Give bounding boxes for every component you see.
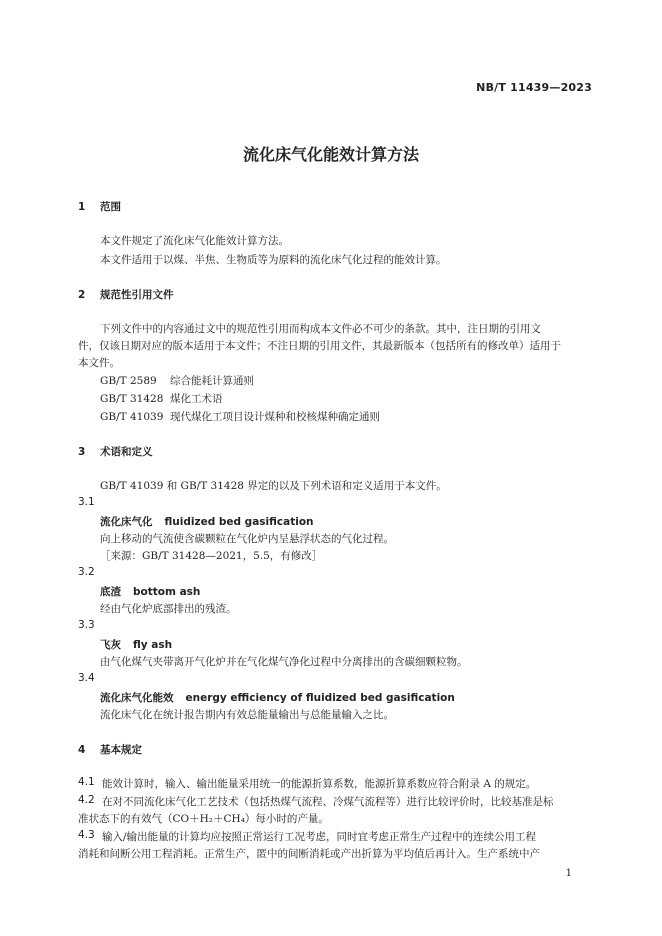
section-1-heading: [78, 199, 121, 214]
clause-text-line: 输入/输出能量的计算均应按照正常运行工况考虑，同时宜考虑正常生产过程中的连续公用工程: [102, 831, 537, 843]
reference-title: 煤化工术语: [170, 393, 223, 405]
paragraph: 本文件规定了流化床气化能效计算方法。: [100, 235, 289, 247]
reference-item: [100, 409, 380, 424]
term-heading: [100, 584, 200, 599]
term-number: 3.4: [78, 672, 95, 684]
term-definition: 由气化煤气夹带离开气化炉并在气化煤气净化过程中分离排出的含碳细颗粒物。: [100, 656, 468, 668]
term-definition: 经由气化炉底部排出的残渣。: [100, 603, 237, 615]
term-zh: 底渣: [100, 586, 121, 598]
clause-number: 4.3: [78, 829, 95, 841]
reference-item: [100, 391, 223, 406]
term-en: fly ash: [133, 639, 173, 651]
section-title: 基本规定: [100, 744, 142, 756]
section-3-heading: [78, 444, 153, 459]
term-en: bottom ash: [133, 586, 201, 598]
clause-text-line: 在对不同流化床气化工艺技术（包括热煤气流程、冷煤气流程等）进行比较评价时，比较基准是标: [102, 796, 554, 808]
reference-code: GB/T 31428: [100, 393, 164, 405]
paragraph-line: 下列文件中的内容通过文中的规范性引用而构成本文件必不可少的条款。其中，注日期的引用文: [100, 323, 541, 335]
term-definition: 向上移动的气流使含碳颗粒在气化炉内呈悬浮状态的气化过程。: [100, 533, 394, 545]
section-2-heading: [78, 287, 174, 302]
term-zh: 流化床气化: [100, 516, 153, 528]
term-heading: [100, 690, 455, 705]
paragraph: GB/T 41039 和 GB/T 31428 界定的以及下列术语和定义适用于本文件。: [100, 480, 447, 492]
term-heading: [100, 514, 314, 529]
section-title: 术语和定义: [100, 446, 153, 458]
term-zh: 流化床气化能效: [100, 692, 174, 704]
clause-number: 4.2: [78, 794, 95, 806]
document-title: 流化床气化能效计算方法: [242, 145, 419, 164]
reference-code: GB/T 41039: [100, 411, 164, 423]
reference-code: GB/T 2589: [100, 375, 157, 387]
section-number: 3: [78, 446, 86, 458]
term-number: 3.1: [78, 496, 95, 508]
reference-title: 现代煤化工项目设计煤种和校核煤种确定通则: [170, 411, 380, 423]
paragraph: 本文件适用于以煤、半焦、生物质等为原料的流化床气化过程的能效计算。: [100, 254, 447, 266]
term-number: 3.2: [78, 566, 95, 578]
term-number: 3.3: [78, 619, 95, 631]
clause-text: 能效计算时，输入、输出能量采用统一的能源折算系数，能源折算系数应符合附录 A 的规定。: [102, 778, 537, 790]
section-title: 范围: [100, 201, 121, 213]
term-heading: [100, 637, 172, 652]
paragraph-line: 本文件。: [78, 357, 120, 369]
page-number: 1: [565, 868, 572, 879]
clause-text-line: 消耗和间断公用工程消耗。正常生产，匿中的间断消耗或产出折算为平均值后再计入。生产系统中产: [78, 848, 540, 860]
section-title: 规范性引用文件: [100, 289, 174, 301]
term-source: ［来源：GB/T 31428—2021，5.5，有修改］: [100, 550, 323, 562]
term-zh: 飞灰: [100, 639, 121, 651]
clause-number: 4.1: [78, 776, 95, 788]
section-number: 2: [78, 289, 86, 301]
section-4-heading: [78, 742, 142, 757]
term-definition: 流化床气化在统计报告期内有效总能量输出与总能量输入之比。: [100, 709, 394, 721]
reference-title: 综合能耗计算通则: [170, 375, 254, 387]
paragraph-line: 件，仅该日期对应的版本适用于本文件；不注日期的引用文件，其最新版本（包括所有的修改单）适用于: [78, 340, 561, 352]
section-number: 1: [78, 201, 86, 213]
clause-text-line: 准状态下的有效气（CO＋H₂＋CH₄）每小时的产量。: [78, 813, 329, 825]
standard-number: NB/T 11439—2023: [476, 81, 592, 94]
reference-item: [100, 373, 254, 388]
term-en: fluidized bed gasification: [164, 516, 314, 528]
term-en: energy efficiency of fluidized bed gasification: [185, 692, 455, 704]
section-number: 4: [78, 744, 86, 756]
